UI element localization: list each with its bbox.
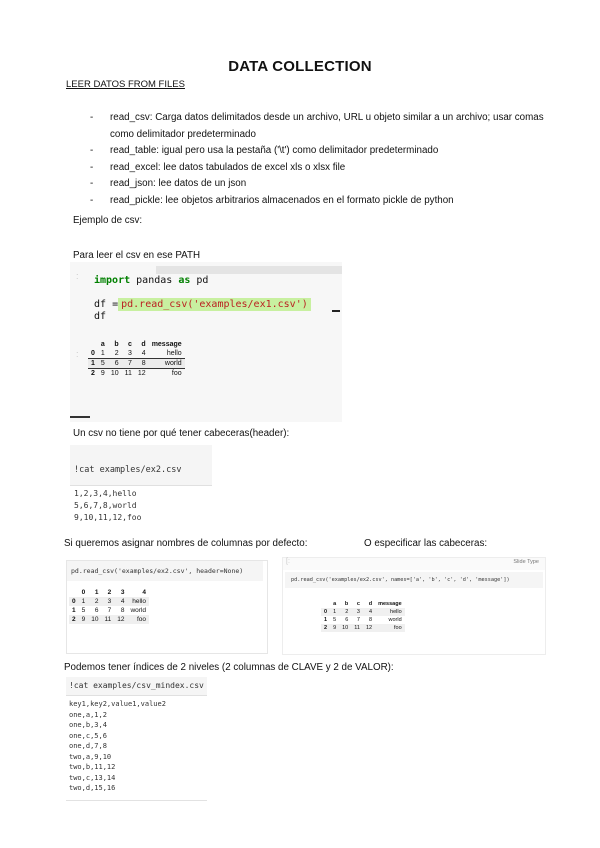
cat-command: !cat examples/ex2.csv: [74, 465, 182, 475]
code-call: pd.read_csv('examples/ex2.csv', header=None): [67, 561, 263, 581]
list-item: - read_excel: lee datos tabulados de excel xls o xlsx file: [90, 160, 550, 177]
operator: =: [112, 299, 119, 310]
dataframe-table: a b c d message 0 1 2 3 4 hello 1 5 6 7 8 world 2 9 10 11 12 foo: [321, 600, 405, 632]
output-line: one,a,1,2: [69, 710, 107, 719]
header-label: Un csv no tiene por qué tener cabeceras(header):: [73, 428, 290, 439]
df-line: df: [94, 311, 107, 322]
section-subtitle: LEER DATOS FROM FILES: [66, 79, 185, 90]
cell-prompt: :: [76, 271, 79, 281]
path-label: Para leer el csv en ese PATH: [73, 250, 201, 261]
output-line: 1,2,3,4,hello: [74, 489, 137, 498]
module-name: pandas: [136, 275, 173, 286]
read-csv-call: pd.read_csv('examples/ex1.csv'): [118, 298, 311, 311]
keyword: as: [178, 275, 191, 286]
output-line: 9,10,11,12,foo: [74, 513, 142, 522]
cat-command-cell: [70, 445, 212, 486]
slide-type-label: Slide Type: [513, 559, 539, 565]
list-item: - read_json: lee datos de un json: [90, 176, 550, 193]
mindex-output: [69, 699, 166, 794]
output-line: two,b,11,12: [69, 763, 116, 771]
table-row: 0 1 2 3 4 hello: [321, 608, 405, 616]
bottom-mark: [70, 416, 90, 418]
output-line: 5,6,7,8,world: [74, 501, 137, 510]
dataframe-table: a b c d message 0 1 2 3 4 hello 1 5 6 7 8 world 2 9 10 11 12 foo: [88, 340, 185, 378]
dataframe-table: 0 1 2 3 4 0 1 2 3 4 hello 1 5 6 7 8 world 2 9 10 11 12 foo: [69, 588, 149, 624]
header-none-snapshot: [66, 560, 268, 654]
snapshot-bar: [156, 266, 342, 274]
divider: [66, 800, 207, 801]
import-line: [94, 275, 208, 286]
assign-label: Si queremos asignar nombres de columnas por defecto:: [64, 538, 308, 549]
table-row: 2 9 10 11 12 foo: [91, 370, 182, 377]
list-item: - read_csv: Carga datos delimitados desde un archivo, URL u objeto similar a un archivo; usar comas como delimitador predeterminado: [90, 110, 550, 143]
assign-line: [94, 299, 311, 310]
output-line: two,d,15,16: [69, 784, 116, 792]
reader-functions-list: [90, 110, 550, 210]
output-line: two,a,9,10: [69, 752, 112, 761]
dash-mark: [332, 310, 340, 312]
specify-label: O especificar las cabeceras:: [364, 538, 488, 549]
list-item: - read_pickle: lee objetos arbitrarios almacenados en el formato pickle de python: [90, 193, 550, 210]
code-call: pd.read_csv('examples/ex2.csv', names=['a', 'b', 'c', 'd', 'message']): [285, 572, 543, 588]
table-row: 1 5 6 7 8 world: [88, 359, 185, 369]
mindex-command-cell: [66, 677, 207, 696]
cat-output: [74, 488, 141, 524]
table-row: 1 5 6 7 8 world: [324, 617, 402, 623]
output-line: one,c,5,6: [69, 731, 107, 740]
names-snapshot: [282, 557, 546, 655]
output-line: key1,key2,value1,value2: [69, 700, 166, 708]
table-row: 2 9 10 11 12 foo: [321, 624, 405, 632]
output-line: one,d,7,8: [69, 742, 107, 750]
output-line: one,b,3,4: [69, 721, 107, 729]
example-label: Ejemplo de csv:: [73, 215, 143, 226]
table-row: 0 1 2 3 4 hello: [88, 349, 185, 359]
page-title: DATA COLLECTION: [228, 58, 372, 75]
alias: pd: [196, 275, 209, 286]
index-label: Podemos tener índices de 2 niveles (2 columnas de CLAVE y 2 de VALOR):: [64, 662, 394, 673]
table-row: 0 1 2 3 4 hello: [69, 597, 149, 606]
table-row: 2 9 10 11 12 foo: [69, 615, 149, 624]
keyword: import: [94, 275, 131, 286]
variable: df: [94, 299, 107, 310]
cat-command: !cat examples/csv_mindex.csv: [69, 681, 204, 690]
output-line: two,c,13,14: [69, 773, 116, 782]
cell-toolbar: [283, 558, 545, 570]
list-item: - read_table: igual pero usa la pestaña ('\t') como delimitador predeterminado: [90, 143, 550, 160]
cell-prompt: :: [76, 349, 79, 359]
table-row: 1 5 6 7 8 world: [72, 607, 147, 614]
cell-prompt: [:: [286, 558, 290, 565]
read-csv-snapshot: [70, 262, 342, 422]
